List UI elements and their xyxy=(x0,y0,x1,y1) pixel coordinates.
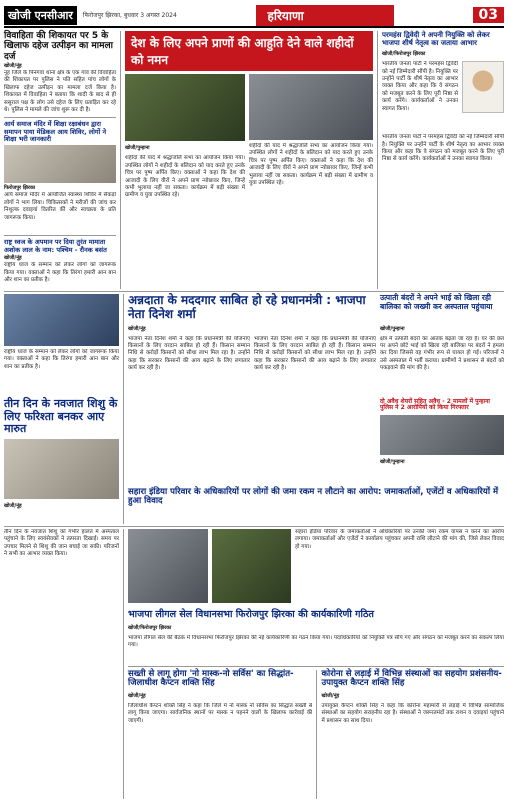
divider xyxy=(4,235,116,236)
headline-legal-cell: भाजपा लीगल सेल विधानसभा फिरोजपुर झिरका की कार्यकारिणी गठित xyxy=(128,608,374,620)
divider xyxy=(4,526,504,527)
headline-mask: सख्ती से लागू होगा 'नो मास्क-नो सर्विस' का सिद्धांत-जिलाधीश कैप्टन शक्ति सिंह xyxy=(128,668,294,689)
column-divider xyxy=(123,529,124,799)
article-body-continued: शहीदों की याद में श्रद्धांजलि सभा का आयोजन किया गया। उपस्थित लोगों ने शहीदों के बलिदान को याद करते हुए उनके चित्र पर पुष्प अर्पित किए। वक्ताओं ने कहा कि देश की आजादी के लिए वीरों ने अपने प्राण न्योछावर किए, जिन्हें कभी भुलाया नहीं जा सकता। कार्यक्रम में बड़ी संख्या में ग्रामीण व युवा उपस्थित रहे। xyxy=(249,143,373,187)
photo-health-camp xyxy=(4,145,116,183)
article-flag xyxy=(4,239,116,292)
article-body: क्षेत्र में उत्पाती बंदरों का आतंक बढ़ता जा रहा है। घर की छत पर अपने छोटे भाई को खिला रही बालिका पर बंदरों ने हमला कर दिया जिससे वह गंभीर रूप से घायल हो गई। परिजनों ने उसे अस्पताल में भर्ती कराया। ग्रामीणों ने प्रशासन से बंदरों को पकड़वाने की मांग की है। xyxy=(380,335,504,372)
headline-monkey-attack: उत्पाती बंदरों ने अपने भाई को खिला रही बालिका को जख्मी कर अस्पताल पहुंचाया xyxy=(380,293,493,311)
article-body-continued: तीन दिन के नवजात शिशु को गंभीर हालत में अस्पताल पहुंचाने के लिए स्वयंसेवकों ने तत्परता दिखाई। समय पर उपचार मिलने से शिशु की जान बचाई जा सकी। परिजनों ने सभी का आभार व्यक्त किया। xyxy=(4,529,119,558)
page-number: 03 xyxy=(473,7,504,23)
byline: खोजी/नूंह xyxy=(4,255,22,262)
masthead xyxy=(4,4,504,28)
article-body: नूंह जिले के पिनगवां थाना क्षेत्र के एक गांव की विवाहिता की शिकायत पर पुलिस ने पति सहित पांच लोगों के खिलाफ दहेज उत्पीड़न का मामला दर्ज किया है। शिकायत में विवाहिता ने बताया कि शादी के बाद से ही ससुराल पक्ष के लोग उसे दहेज के लिए प्रताड़ित कर रहे थे। पुलिस ने मामले की जांच शुरू कर दी है। xyxy=(4,70,116,114)
byline: खोजी/फिरोजपुर झिरका xyxy=(128,624,172,631)
article-body-continued: भारतीय जनता पार्टी ने परमहंस द्विवेदी को नई जिम्मेदारी सौंपी है। नियुक्ति पर उन्होंने पार्टी के शीर्ष नेतृत्व का आभार व्यक्त किया और कहा कि वे संगठन को मजबूत करने के लिए पूरी निष्ठा से कार्य करेंगे। कार्यकर्ताओं ने उनका स्वागत किया। xyxy=(382,134,504,163)
article-body: राष्ट्रीय ध्वज के सम्मान को लेकर लोगों को जागरूक किया गया। वक्ताओं ने कहा कि तिरंगा हमारी आन बान और शान का प्रतीक है। xyxy=(4,262,116,284)
headline-covid: कोरोना से लड़ाई में विभिन्न संस्थाओं का सहयोग प्रशंसनीय-उपायुक्त कैप्टन शक्ति सिंह xyxy=(321,668,502,689)
divider xyxy=(128,666,504,667)
mask-story xyxy=(128,670,312,799)
article-body: सहारा इंडिया परिवार के जमाकर्ताओं ने अधिकारियों पर उनकी जमा रकम वापस न करने का आरोप लगाया। जमाकर्ताओं और एजेंटों ने कार्यालय पहुंचकर अपनी राशि लौटाने की मांग की, जिसे लेकर विवाद हो गया। xyxy=(295,529,504,550)
article-body: भाजपा लीगल सेल की बैठक में विधानसभा फिरोजपुर झिरका की नई कार्यकारिणी का गठन किया गया। पदाधिकारियों को नियुक्ति पत्र सौंपे गए और संगठन को मजबूत करने का संकल्प लिया गया। xyxy=(128,634,504,649)
left-column-bottom xyxy=(4,529,119,799)
article-body: जिलाधीश कैप्टन शक्ति सिंह ने कहा कि जिले में नो मास्क नो सर्विस का सिद्धांत सख्ती से लागू किया जाएगा। सार्वजनिक स्थानों पर मास्क न पहनने वालों के खिलाफ कार्रवाई की जाएगी। xyxy=(128,703,313,724)
byline: खोजी/पुन्हाना xyxy=(380,325,405,332)
headline-pm-farmers: अन्नदाता के मददगार साबित हो रहे प्रधानमंत्री : भाजपा नेता दिनेश शर्मा xyxy=(128,293,366,321)
headline-police: दो अवैध शेयरों सहित अवैध - 2 मामलों में पुन्हाना पुलिस ने 2 आरोपियों को किया गिरफ्तार xyxy=(380,397,490,412)
byline: फिरोजपुर झिरका xyxy=(4,185,36,192)
photo-police xyxy=(380,415,504,455)
middle-section xyxy=(4,294,504,524)
headline-sahara: सहारा इंडिया परिवार के अधिकारियों पर लोगों की जमा रकम न लौटाने का आरोप: जमाकर्ताओं, एजेंटों व अधिकारियों में हुआ विवाद xyxy=(128,486,499,507)
appointment-row xyxy=(382,61,504,131)
byline: खोजी/नूंह xyxy=(128,693,146,700)
article-body: भारतीय जनता पार्टी ने परमहंस द्विवेदी को नई जिम्मेदारी सौंपी है। नियुक्ति पर उन्होंने पार्टी के शीर्ष नेतृत्व का आभार व्यक्त किया और कहा कि वे संगठन को मजबूत करने के लिए पूरी निष्ठा से कार्य करेंगे। कार्यकर्ताओं ने उनका स्वागत किया। xyxy=(382,61,458,112)
covid-row xyxy=(128,670,504,799)
photo-tribute xyxy=(125,74,245,141)
photo-sahara xyxy=(128,529,208,603)
byline: खोजी/नूंह xyxy=(128,325,146,332)
center-right-mid xyxy=(128,294,504,524)
article-body: उपायुक्त कैप्टन शक्ति सिंह ने कहा कि कोरोना महामारी से लड़ाई में विभिन्न सामाजिक संस्थाओं का सहयोग सराहनीय रहा है। संस्थाओं ने जरूरतमंदों तक राशन व दवाइयां पहुंचाने में प्रशासन का साथ दिया। xyxy=(321,703,504,724)
article-body: भाजपा नेता दिनेश शर्मा ने कहा कि प्रधानमंत्री की योजनाएं किसानों के लिए वरदान साबित हो रही हैं। किसान सम्मान निधि से करोड़ों किसानों को सीधा लाभ मिल रहा है। उन्होंने कहा कि सरकार किसानों की आय बढ़ाने के लिए लगातार कार्य कर रही है। xyxy=(128,335,250,372)
byline: खोजी/फिरोजपुर झिरका xyxy=(382,51,426,58)
byline: खोजी/नूंह xyxy=(4,63,22,70)
photo-event xyxy=(4,294,119,346)
column-divider xyxy=(377,31,378,289)
sahara-row xyxy=(128,529,504,607)
headline: विवाहिता की शिकायत पर 5 के खिलाफ दहेज उत्पीड़न का मामला दर्ज xyxy=(4,31,113,62)
column-divider xyxy=(123,294,124,524)
column-divider xyxy=(120,31,121,289)
article-health-camp xyxy=(4,121,116,232)
covid-story xyxy=(321,670,504,799)
headline: राष्ट्र ध्वज के अपमान पर दिया तुरंत मामाता अशोक लाल के नाम: पश्चिम - रौनक बसंत xyxy=(4,238,107,254)
column-divider xyxy=(316,670,317,799)
article-body: राष्ट्रीय ध्वज के सम्मान को लेकर लोगों को जागरूक किया गया। वक्ताओं ने कहा कि तिरंगा हमारी आन बान और शान का प्रतीक है। xyxy=(4,349,119,370)
martyrs-text-col xyxy=(125,74,245,302)
top-section xyxy=(4,31,504,289)
section-title: हरियाणा xyxy=(256,5,394,26)
article-body-continued: भाजपा नेता दिनेश शर्मा ने कहा कि प्रधानमंत्री की योजनाएं किसानों के लिए वरदान साबित हो रही हैं। किसान सम्मान निधि से करोड़ों किसानों को सीधा लाभ मिल रहा है। उन्होंने कहा कि सरकार किसानों की आय बढ़ाने के लिए लगातार कार्य कर रही है। xyxy=(254,335,376,372)
left-column xyxy=(4,31,116,289)
lead-stories-row xyxy=(128,325,504,485)
photo-portrait xyxy=(462,61,504,113)
monkey-story xyxy=(380,325,504,485)
photo-meeting xyxy=(212,529,292,603)
headline-appointment: परमहंस द्विवेदी ने अपनी नियुक्ति को लेकर भाजपा शीर्ष नेतृत्व का जताया आभार xyxy=(382,31,490,48)
article-body: आर्य समाज मंदिर में आयोजित स्वास्थ्य शिविर में सैकड़ों लोगों ने भाग लिया। चिकित्सकों ने मरीजों की जांच कर निशुल्क दवाइयां वितरित कीं और स्वच्छता के प्रति जागरूक किया। xyxy=(4,192,116,221)
byline: खोजी/पुन्हाना xyxy=(125,145,150,152)
headline: आर्य समाज मंदिर में शिक्षा रक्षाबंधन द्वारा समापन पाया मेडिकल आय शिविर, लोगों ने शिक्षा भरी जानकारी xyxy=(4,120,107,143)
martyrs-banner-headline: देश के लिए अपने प्राणों की आहुति देने वाले शहीदों को नमन xyxy=(125,31,373,71)
article-dowry-case xyxy=(4,31,116,114)
byline: खोजी/नूंह xyxy=(4,502,22,509)
photo-newborn xyxy=(4,439,119,499)
brand-logo: खोजी एनसीआर xyxy=(4,6,77,25)
article-body: शहीदों की याद में श्रद्धांजलि सभा का आयोजन किया गया। उपस्थित लोगों ने शहीदों के बलिदान को याद करते हुए उनके चित्र पर पुष्प अर्पित किए। वक्ताओं ने कहा कि देश की आजादी के लिए वीरों ने अपने प्राण न्योछावर किए, जिन्हें कभी भुलाया नहीं जा सकता। कार्यक्रम में बड़ी संख्या में ग्रामीण व युवा उपस्थित रहे। xyxy=(125,155,245,199)
masthead-left xyxy=(4,6,177,25)
pm-story-cols xyxy=(128,336,376,482)
right-column xyxy=(382,31,504,289)
photo-gathering xyxy=(249,74,373,140)
martyrs-photo-col xyxy=(249,74,373,302)
pm-story xyxy=(128,325,376,485)
headline-newborn: तीन दिन के नवजात शिशु के लिए फरिश्ता बनकर आए मारुत xyxy=(4,397,118,436)
byline: खोजी/नूंह xyxy=(321,693,340,700)
middle-column xyxy=(125,31,373,289)
bottom-section xyxy=(4,529,504,799)
divider xyxy=(4,117,116,118)
issue-date: फिरोजपुर झिरका, बुधवार 3 अगस्त 2024 xyxy=(82,12,177,19)
lead-headlines-row xyxy=(128,294,504,322)
left-column-mid xyxy=(4,294,119,524)
center-right-bottom xyxy=(128,529,504,799)
martyrs-body-row xyxy=(125,74,373,302)
byline: खोजी/पुन्हाना xyxy=(380,459,405,466)
